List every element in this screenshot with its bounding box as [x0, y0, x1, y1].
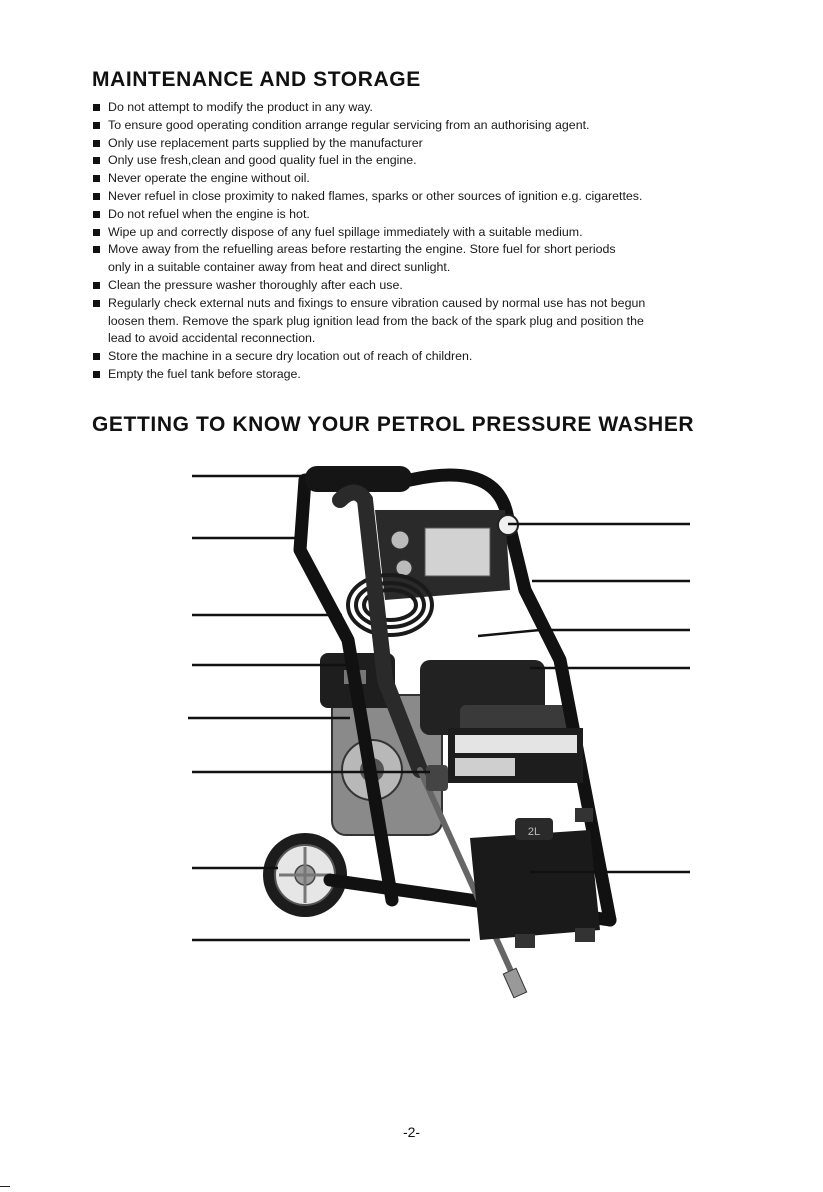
bullet-square-icon: [93, 157, 100, 164]
bullet-square-icon: [93, 175, 100, 182]
bullet-square-icon: [93, 211, 100, 218]
warning-label-panel: [448, 728, 583, 783]
maintenance-item: [93, 135, 743, 153]
maintenance-item-text: only in a suitable container away from heat and direct sunlight.: [108, 260, 451, 275]
maintenance-list: [93, 99, 743, 384]
maintenance-item: [93, 117, 743, 135]
maintenance-item: [93, 348, 743, 366]
maintenance-item: [93, 224, 743, 242]
maintenance-item: [93, 188, 743, 206]
maintenance-item: [93, 241, 743, 277]
maintenance-item-text: To ensure good operating condition arrange regular servicing from an authorising agent.: [108, 117, 590, 132]
maintenance-item: [93, 295, 743, 348]
maintenance-item-text: loosen them. Remove the spark plug ignition lead from the back of the spark plug and position the: [108, 313, 644, 328]
maintenance-item-text: Only use fresh,clean and good quality fuel in the engine.: [108, 153, 417, 168]
maintenance-item-text: Never operate the engine without oil.: [108, 171, 310, 186]
corner-crop-mark: [0, 1186, 10, 1187]
maintenance-item-text: Clean the pressure washer thoroughly after each use.: [108, 277, 403, 292]
bullet-square-icon: [93, 371, 100, 378]
maintenance-item: [93, 277, 743, 295]
getting-to-know-heading: GETTING TO KNOW YOUR PETROL PRESSURE WASHER: [92, 413, 695, 436]
maintenance-item: [93, 152, 743, 170]
page-number: -2-: [402, 1124, 421, 1140]
bullet-square-icon: [93, 140, 100, 147]
maintenance-item-text: Only use replacement parts supplied by the manufacturer: [108, 135, 423, 150]
maintenance-item-text: Store the machine in a secure dry location out of reach of children.: [108, 349, 473, 364]
maintenance-heading: MAINTENANCE AND STORAGE: [92, 68, 421, 91]
maintenance-item-text: Do not attempt to modify the product in any way.: [108, 100, 373, 114]
maintenance-item-text: Do not refuel when the engine is hot.: [108, 206, 310, 221]
bullet-square-icon: [93, 246, 100, 253]
maintenance-item: [93, 99, 743, 117]
maintenance-item-text: lead to avoid accidental reconnection.: [108, 331, 316, 346]
bullet-square-icon: [93, 282, 100, 289]
maintenance-item: [93, 206, 743, 224]
tank: [470, 808, 600, 940]
bullet-square-icon: [93, 122, 100, 129]
tank-capacity-label: 2L: [527, 826, 541, 838]
maintenance-item-text: Never refuel in close proximity to naked flames, sparks or other sources of ignition e.g. cigarettes.: [108, 188, 643, 203]
bullet-square-icon: [93, 193, 100, 200]
bullet-square-icon: [93, 353, 100, 360]
maintenance-item-text: Wipe up and correctly dispose of any fuel spillage immediately with a suitable medium.: [108, 224, 583, 239]
bullet-square-icon: [93, 104, 100, 111]
callout-line: [478, 630, 540, 636]
control-panel: [375, 510, 518, 600]
hose-reel: [348, 575, 432, 635]
maintenance-item: [93, 366, 743, 384]
pressure-washer-illustration: [0, 440, 823, 1020]
bullet-square-icon: [93, 229, 100, 236]
maintenance-item-text: Move away from the refuelling areas before restarting the engine. Store fuel for short periods: [108, 242, 616, 257]
maintenance-item-text: Regularly check external nuts and fixings to ensure vibration caused by normal use has not begun: [108, 295, 646, 310]
maintenance-item-text: Empty the fuel tank before storage.: [108, 366, 301, 381]
bullet-square-icon: [93, 300, 100, 307]
maintenance-item: [93, 170, 743, 188]
